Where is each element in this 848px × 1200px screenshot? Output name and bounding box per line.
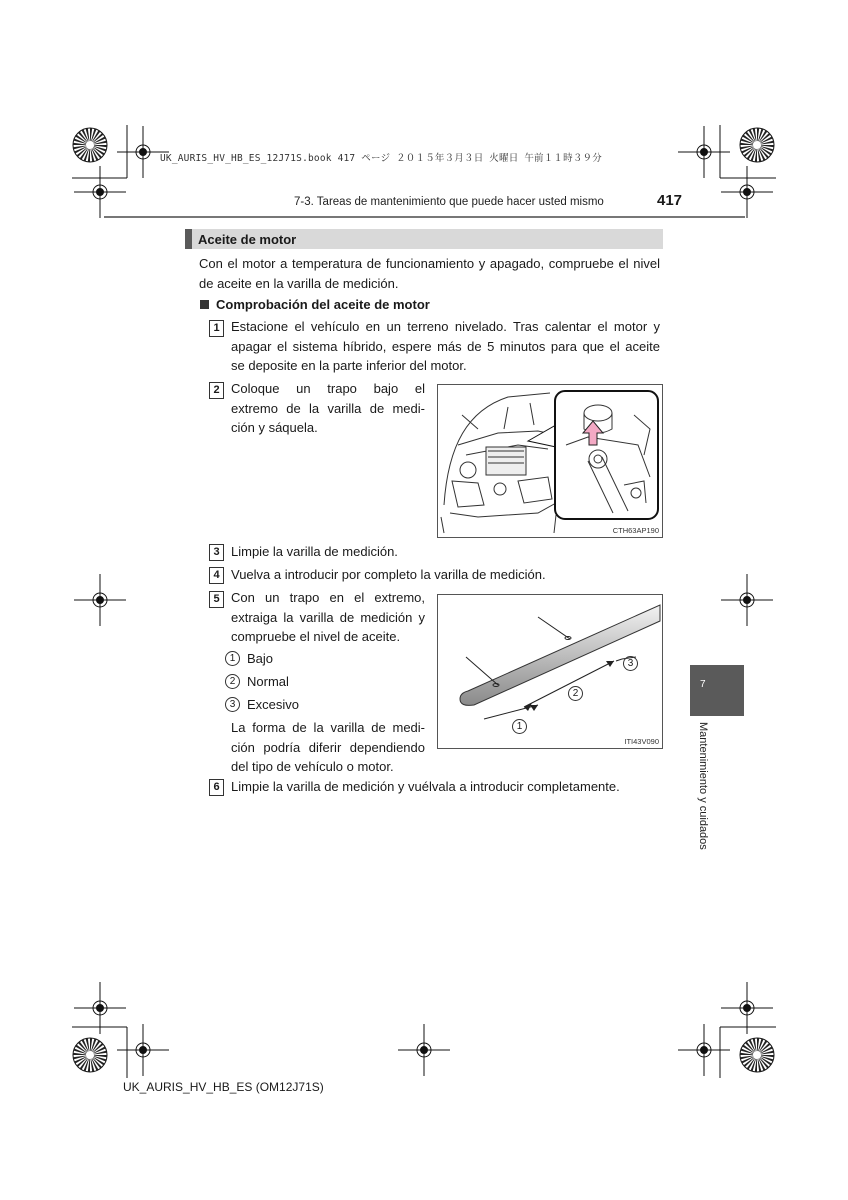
- crosshair-mark-icon: [74, 982, 126, 1034]
- step-2-line: extremo de la varilla de medi-: [231, 400, 425, 416]
- footer-code: UK_AURIS_HV_HB_ES (OM12J71S): [123, 1080, 324, 1094]
- step-2-line: ción y sáquela.: [231, 420, 318, 435]
- level-marker-2: 2: [225, 674, 240, 689]
- step-3-text: Limpie la varilla de medición.: [231, 544, 398, 559]
- crosshair-mark-icon: [398, 1024, 450, 1076]
- header-rule: [104, 216, 745, 218]
- crosshair-mark-icon: [678, 1024, 730, 1076]
- chapter-title: Mantenimiento y cuidados: [697, 722, 709, 850]
- chapter-tab: [690, 665, 744, 716]
- step-4-text: Vuelva a introducir por completo la varilla de medición.: [231, 567, 546, 582]
- registration-rosette-icon: [740, 1038, 774, 1072]
- chapter-number: 7: [700, 679, 706, 690]
- crosshair-mark-icon: [721, 982, 773, 1034]
- crosshair-mark-icon: [721, 574, 773, 626]
- dipstick-figure-code: ITI43V090: [624, 737, 659, 746]
- step-number-3: 3: [209, 544, 224, 561]
- note-line: La forma de la varilla de medi-: [231, 720, 425, 735]
- registration-rosette-icon: [73, 1038, 107, 1072]
- level-label-low: Bajo: [247, 651, 274, 666]
- subheading: [200, 297, 430, 312]
- registration-rosette-icon: [740, 128, 774, 162]
- step-5-line: Con un trapo en el extremo,: [231, 590, 425, 605]
- level-label-excess: Excesivo: [247, 697, 300, 712]
- step-number-2: 2: [209, 382, 224, 399]
- section-title: Aceite de motor: [198, 232, 297, 247]
- subheading-text: Comprobación del aceite de motor: [216, 297, 430, 312]
- step-1-line: Estacione el vehículo en un terreno nivelado. Tras calentar el motor y: [231, 319, 660, 334]
- callout-1: 1: [512, 719, 527, 734]
- dipstick-illustration: [438, 595, 662, 748]
- note-line: del tipo de vehículo o motor.: [231, 759, 394, 774]
- step-number-6: 6: [209, 779, 224, 796]
- crosshair-mark-icon: [678, 126, 730, 178]
- running-head: 7-3. Tareas de mantenimiento que puede hacer usted mismo: [294, 196, 604, 208]
- step-2-line: Coloque un trapo bajo el: [231, 381, 425, 396]
- step-2-text: [231, 379, 425, 438]
- level-marker-1: 1: [225, 651, 240, 666]
- crosshair-mark-icon: [721, 166, 773, 218]
- intro-paragraph: Con el motor a temperatura de funcionamiento y apagado, compruebe el nivel de aceite en la varilla de medición.: [199, 256, 660, 291]
- level-label-normal: Normal: [247, 674, 289, 689]
- step-6-text: Limpie la varilla de medición y vuélvala a introducir completamente.: [231, 779, 620, 794]
- step-1-line: se deposite en la parte inferior del motor.: [231, 358, 467, 373]
- engine-bay-illustration: [438, 385, 662, 537]
- step-5-line: compruebe el nivel de aceite.: [231, 629, 401, 644]
- step-5-text: [231, 588, 425, 647]
- crosshair-mark-icon: [74, 574, 126, 626]
- crosshair-mark-icon: [117, 1024, 169, 1076]
- engine-figure-code: CTH63AP190: [612, 526, 659, 535]
- callout-2: 2: [568, 686, 583, 701]
- step-number-5: 5: [209, 591, 224, 608]
- note-line: ción podría diferir dependiendo: [231, 739, 425, 755]
- step-1-line: apagar el sistema híbrido, espere más de 5 minutos para que el aceite: [231, 338, 660, 354]
- note-text: [231, 718, 425, 777]
- engine-bay-figure: [437, 384, 663, 538]
- page-number: 417: [657, 192, 683, 209]
- step-number-1: 1: [209, 320, 224, 337]
- crosshair-mark-icon: [74, 166, 126, 218]
- step-5-line: extraiga la varilla de medición y: [231, 609, 425, 625]
- callout-3: 3: [623, 656, 638, 671]
- print-header: UK_AURIS_HV_HB_ES_12J71S.book 417 ページ ２０１５年３月３日 火曜日 午前１１時３９分: [160, 153, 602, 164]
- registration-rosette-icon: [73, 128, 107, 162]
- level-marker-3: 3: [225, 697, 240, 712]
- square-bullet-icon: [200, 300, 209, 309]
- step-1-text: [231, 317, 660, 376]
- step-number-4: 4: [209, 567, 224, 584]
- dipstick-figure: [437, 594, 663, 749]
